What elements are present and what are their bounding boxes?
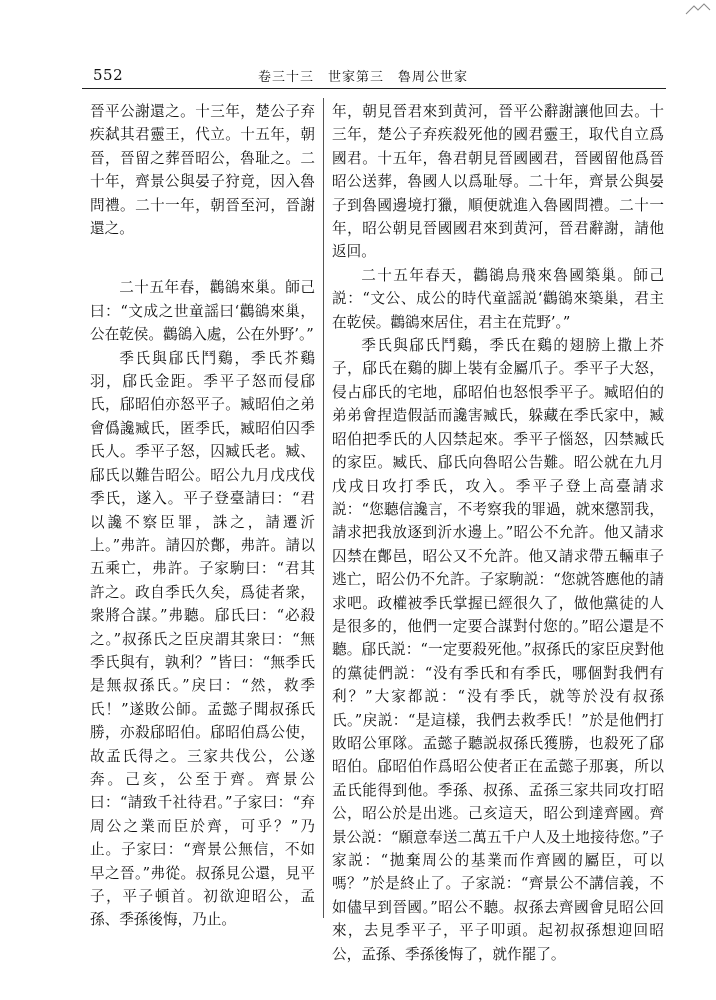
translation-column xyxy=(332,100,664,966)
column-divider xyxy=(323,98,324,918)
translation-paragraph-2: 二十五年春天，鸛鵒鳥飛來魯國築巢。師己説：“文公、成公的時代童謡説‘鸛鵒來築巢，君主在乾侯。鸛鵒來居住，君主在荒野’。” xyxy=(332,266,664,331)
translation-paragraph-3: 季氏與郈氏鬥鷄，季氏在鷄的翅膀上撒上芥子，郈氏在鷄的脚上裝有金屬爪子。季平子大怒，侵占郈氏的宅地，郈昭伯也怒恨季平子。臧昭伯的弟弟會捏造假話而讒害臧氏，躲藏在季氏家中，臧昭伯把季氏的人囚禁起來。季平子惱怒，囚禁臧氏的家臣。臧氏、郈氏向魯昭公告難。昭公就在九月戊戌日攻打季氏，攻入。季平子登上高臺請求説：“您聽信讒言，不考察我的罪過，就來懲罰我，請求把我放逐到沂水邊上。”昭公不允許。他又請求囚禁在鄪邑，昭公又不允許。他又請求帶五輛車子逃亡，昭公仍不允許。子家駒説：“您就答應他的請求吧。政權被季氏掌握已經很久了，做他黨徒的人是很多的，他們一定要合謀對付您的。”昭公還是不聽。郈氏説：“一定要殺死他。”叔孫氏的家臣戾對他的黨徒們説：“没有季氏和有季氏，哪個對我們有利？”大家都説：“没有季氏，就等於没有叔孫氏。”戾説：“是這樣，我們去救季氏！”於是他們打敗昭公軍隊。孟懿子聽説叔孫氏獲勝，也殺死了郈昭伯。郈昭伯作爲昭公使者正在孟懿子那裏，所以孟氏能得到他。季孫、叔孫、孟孫三家共同攻打昭公，昭公於是出逃。己亥這天，昭公到達齊國。齊景公説：“願意奉送二萬五千户人及土地接待您。”子家説：“拋棄周公的基業而作齊國的屬臣，可以嗎？”於是終止了。子家説：“齊景公不講信義，不如儘早到晉國。”昭公不聽。叔孫去齊國會見昭公回來，去見季平子，平子叩頭。起初叔孫想迎回昭公，孟孫、季孫後悔了，就作罷了。 xyxy=(332,337,664,963)
translation-paragraph-1: 年，朝見晉君來到黄河，晉平公辭謝讓他回去。十三年，楚公子弃疾殺死他的國君靈王，取代自立爲國君。十五年，魯君朝見晉國國君，晉國留他爲晉昭公送葬，魯國人以爲耻辱。二十年，齊景公與晏子到魯國邊境打獵，順便就進入魯國問禮。二十一年，昭公朝見晉國國君來到黄河，晉君辭謝，請他返回。 xyxy=(332,103,664,261)
classical-paragraph-3: 季氏與郈氏鬥鷄，季氏芥鷄羽，郈氏金距。季平子怒而侵郈氏，郈昭伯亦怒平子。臧昭伯之弟會僞讒臧氏，匿季氏，臧昭伯囚季氏人。季平子怒，囚臧氏老。臧、郈氏以難告昭公。昭公九月戊戌伐季氏，遂入。平子登臺請曰：“君以讒不察臣罪，誅之，請遷沂上。”弗許。請囚於鄪，弗許。請以五乘亡，弗許。子家駒曰：“君其許之。政自季氏久矣，爲徒者衆，衆將合謀。”弗聽。郈氏曰：“必殺之。”叔孫氏之臣戾謂其衆曰：“無季氏與有，孰利？”皆曰：“無季氏是無叔孫氏。”戾曰：“然，救季氏！”遂敗公師。孟懿子聞叔孫氏勝，亦殺郈昭伯。郈昭伯爲公使，故孟氏得之。三家共伐公，公遂奔。己亥，公至于齊。齊景公曰：“請致千社待君。”子家曰：“弃周公之業而臣於齊，可乎？”乃止。子家曰：“齊景公無信，不如早之晉。”弗從。叔孫見公還，見平子，平子頓首。初欲迎昭公，孟孫、季孫後悔，乃止。 xyxy=(90,349,315,929)
classical-text-column xyxy=(90,100,315,932)
paragraph-gap xyxy=(90,240,315,276)
running-head: 卷三十三 世家第三 魯周公世家 xyxy=(258,70,469,85)
classical-paragraph-1: 晉平公謝還之。十三年，楚公子弃疾弑其君靈王，代立。十五年，朝晉，晉留之葬晉昭公，魯耻之。二十年，齊景公與晏子狩竟，因入魯問禮。二十一年，朝晉至河，晉謝還之。 xyxy=(90,103,315,238)
header-rule xyxy=(82,88,666,89)
corner-ornament-icon xyxy=(684,2,712,16)
page-number: 552 xyxy=(93,66,124,84)
classical-paragraph-2: 二十五年春，鸛鵒來巢。師己曰：“文成之世童謡曰‘鸛鵒來巢，公在乾侯。鸛鵒入處，公在外野’。” xyxy=(90,279,315,344)
